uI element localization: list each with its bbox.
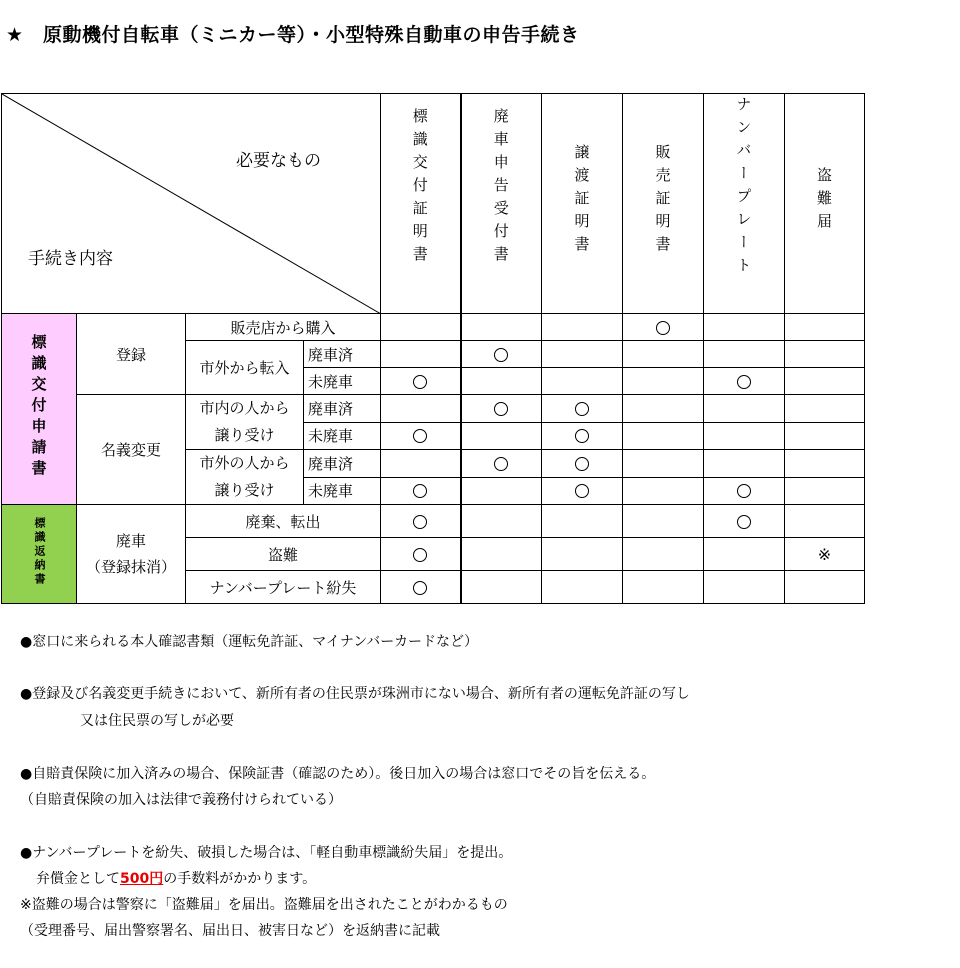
section-return-form: 標識返納書 bbox=[2, 505, 77, 604]
note-mark: ※ bbox=[785, 538, 865, 571]
group-register: 登録 bbox=[77, 314, 186, 395]
group-disposal: 廃車 （登録抹消） bbox=[77, 505, 186, 604]
group-name-change: 名義変更 bbox=[77, 395, 186, 505]
note-fee: 弁償金として500円の手数料がかかります。 bbox=[36, 871, 317, 887]
circle-mark bbox=[704, 368, 785, 395]
circle-mark bbox=[704, 505, 785, 538]
row-plate-lost: ナンバープレート紛失 bbox=[186, 571, 381, 604]
col-header-dereg-receipt: 廃車申告受付書 bbox=[461, 94, 542, 314]
row-theft: 盗難 bbox=[186, 538, 381, 571]
note-insurance-cont: （自賠責保険の加入は法律で義務付けられている） bbox=[20, 792, 342, 808]
section-issue-application: 標識交付申請書 bbox=[2, 314, 77, 505]
circle-mark bbox=[381, 368, 461, 395]
col-header-issue-cert: 標識交付証明書 bbox=[381, 94, 461, 314]
circle-mark bbox=[542, 450, 623, 478]
status-not-deregistered: 未廃車 bbox=[304, 477, 381, 505]
note-theft: ※盗難の場合は警察に「盗難届」を届出。盗難届を出されたことがわかるもの bbox=[20, 897, 508, 913]
status-not-deregistered: 未廃車 bbox=[304, 422, 381, 450]
needed-items-label: 必要なもの bbox=[236, 151, 321, 171]
header-diagonal-cell bbox=[2, 94, 381, 314]
page-title: ★ 原動機付自転車（ミニカー等）・小型特殊自動車の申告手続き bbox=[6, 24, 580, 46]
status-deregistered: 廃車済 bbox=[304, 450, 381, 478]
circle-mark bbox=[542, 395, 623, 423]
procedure-label: 手続き内容 bbox=[28, 249, 113, 269]
note-insurance: ●自賠責保険に加入済みの場合、保険証書（確認のため）。後日加入の場合は窓口でその旨を伝える。 bbox=[20, 766, 656, 782]
row-transfer-in: 市外から転入 bbox=[186, 341, 304, 395]
note-residence-cont: 又は住民票の写しが必要 bbox=[80, 713, 234, 729]
row-from-shop: 販売店から購入 bbox=[186, 314, 381, 341]
note-id-documents: ●窓口に来られる本人確認書類（運転免許証、マイナンバーカードなど） bbox=[20, 634, 478, 650]
circle-mark bbox=[381, 538, 461, 571]
fee-amount: 500円 bbox=[120, 871, 164, 887]
circle-mark bbox=[542, 422, 623, 450]
note-residence: ●登録及び名義変更手続きにおいて、新所有者の住民票が珠洲市にない場合、新所有者の運転免許証の写し bbox=[20, 686, 690, 702]
circle-mark bbox=[542, 477, 623, 505]
procedure-table bbox=[1, 93, 865, 604]
circle-mark bbox=[461, 395, 542, 423]
row-scrap-move: 廃棄、転出 bbox=[186, 505, 381, 538]
status-deregistered: 廃車済 bbox=[304, 341, 381, 368]
note-theft-cont: （受理番号、届出警察署名、届出日、被害日など）を返納書に記載 bbox=[20, 923, 440, 939]
note-plate-lost: ●ナンバープレートを紛失、破損した場合は、「軽自動車標識紛失届」を提出。 bbox=[20, 845, 513, 861]
diagonal-line bbox=[2, 94, 381, 314]
circle-mark bbox=[381, 505, 461, 538]
circle-mark bbox=[461, 341, 542, 368]
status-not-deregistered: 未廃車 bbox=[304, 368, 381, 395]
circle-mark bbox=[381, 571, 461, 604]
col-header-sales-cert: 販売証明書 bbox=[623, 94, 704, 314]
circle-mark bbox=[623, 314, 704, 341]
circle-mark bbox=[381, 477, 461, 505]
row-inside-city: 市内の人から 譲り受け bbox=[186, 395, 304, 450]
circle-mark bbox=[704, 477, 785, 505]
col-header-transfer-cert: 譲渡証明書 bbox=[542, 94, 623, 314]
status-deregistered: 廃車済 bbox=[304, 395, 381, 423]
col-header-number-plate: ナンバープレート bbox=[704, 94, 785, 314]
row-outside-city: 市外の人から 譲り受け bbox=[186, 450, 304, 505]
circle-mark bbox=[461, 450, 542, 478]
col-header-theft-report: 盗難届 bbox=[785, 94, 865, 314]
circle-mark bbox=[381, 422, 461, 450]
